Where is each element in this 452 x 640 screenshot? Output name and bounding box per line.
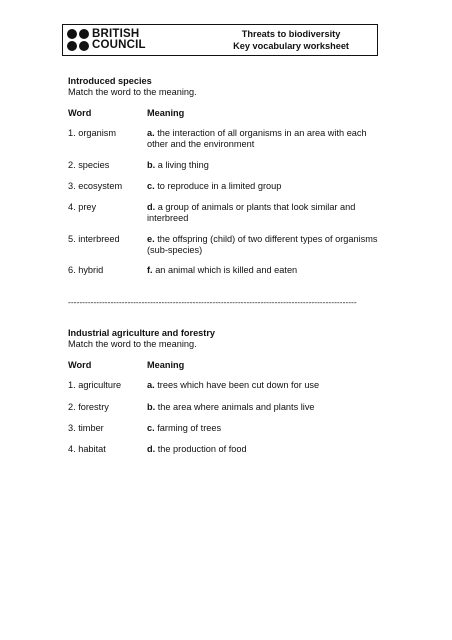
meaning-cell: a. the interaction of all organisms in an area with each other and the environment (147, 128, 367, 149)
section-title: Industrial agriculture and forestry (68, 328, 216, 338)
column-header-word: Word (68, 108, 92, 118)
logo-dots-icon (67, 29, 89, 51)
word-cell: 2. species (68, 160, 110, 170)
word-cell: 4. prey (68, 202, 97, 212)
section-instruction: Match the word to the meaning. (68, 339, 197, 349)
section-introduced-species (68, 76, 388, 98)
meaning-cell: c. to reproduce in a limited group (147, 181, 282, 191)
section-industrial-agriculture (68, 328, 388, 350)
word-cell: 1. organism (68, 128, 117, 138)
logo-line-1: BRITISH (92, 28, 140, 40)
word-cell: 3. timber (68, 423, 104, 433)
word-cell: 4. habitat (68, 444, 106, 454)
meaning-cell: f. an animal which is killed and eaten (147, 265, 298, 275)
meaning-cell: b. the area where animals and plants live (147, 402, 315, 412)
meaning-cell: c. farming of trees (147, 423, 222, 433)
word-cell: 2. forestry (68, 402, 109, 412)
document-title (233, 28, 377, 52)
british-council-logo (63, 29, 146, 51)
word-cell: 1. agriculture (68, 380, 122, 390)
section-divider: ------------------------------------------------------------------------------------------------------ (68, 297, 357, 307)
logo-line-2: COUNCIL (92, 39, 146, 51)
word-cell: 6. hybrid (68, 265, 104, 275)
column-header-meaning: Meaning (147, 360, 185, 370)
meaning-cell: a. trees which have been cut down for use (147, 380, 320, 390)
title-line-1: Threats to biodiversity (241, 29, 341, 39)
meaning-cell: e. the offspring (child) of two different types of organisms (sub-species) (147, 234, 378, 255)
word-cell: 3. ecosystem (68, 181, 123, 191)
meaning-cell: d. the production of food (147, 444, 247, 454)
section-instruction: Match the word to the meaning. (68, 87, 197, 97)
word-cell: 5. interbreed (68, 234, 120, 244)
section-title: Introduced species (68, 76, 152, 86)
worksheet-header (62, 24, 378, 56)
title-line-2: Key vocabulary worksheet (233, 41, 349, 51)
meaning-cell: d. a group of animals or plants that look similar and interbreed (147, 202, 356, 223)
column-header-meaning: Meaning (147, 108, 185, 118)
meaning-cell: b. a living thing (147, 160, 209, 170)
column-header-word: Word (68, 360, 92, 370)
